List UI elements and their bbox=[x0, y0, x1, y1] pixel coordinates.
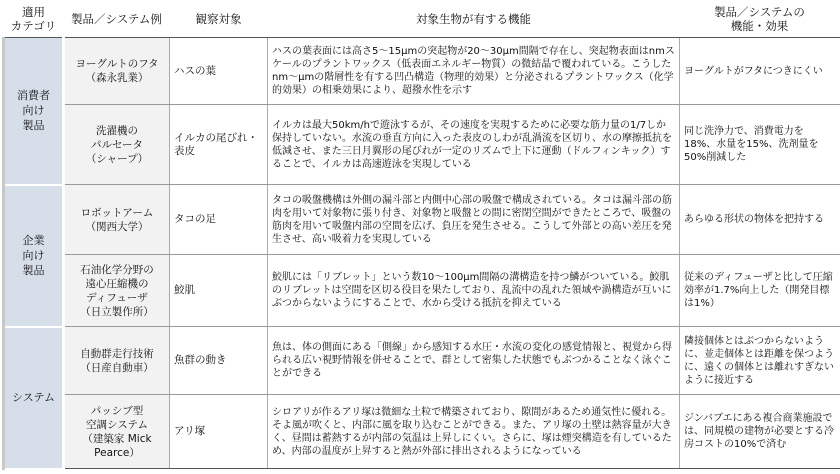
header-observed: 観察対象 bbox=[170, 1, 268, 38]
observed-cell: イルカの尾びれ・ 表皮 bbox=[170, 105, 268, 185]
effect-cell: 同じ洗浄力で、消費電力を18%、水量を15%、洗剤量を50%削減した bbox=[680, 105, 840, 185]
category-consumer: 消費者 向け 製品 bbox=[4, 38, 64, 185]
product-cell: 自動群走行技術 （日産自動車） bbox=[64, 327, 170, 395]
observed-cell: 魚群の動き bbox=[170, 327, 268, 395]
table-row bbox=[4, 395, 840, 469]
product-cell: 洗濯機の パルセータ （シャープ） bbox=[64, 105, 170, 185]
product-cell: パッシブ型 空調システム （建築家 Mick Pearce） bbox=[64, 395, 170, 469]
header-effect: 製品／システムの 機能・効果 bbox=[680, 1, 840, 38]
function-cell: 鮫肌には「リブレット」という数10～100μm間隔の溝構造を持つ鱗がついている。鮫肌のリブレットは空間を区切る役目を果たしており、乱流中の乱れた領域や渦構造が互いにぶつからないようにすることで、水から受ける抵抗を抑えている bbox=[268, 255, 680, 327]
table-row bbox=[4, 105, 840, 185]
observed-cell: ハスの葉 bbox=[170, 38, 268, 105]
header-category: 適用 カテゴリ bbox=[4, 1, 64, 38]
product-cell: ヨーグルトのフタ （森永乳業） bbox=[64, 38, 170, 105]
function-cell: イルカは最大50km/hで遊泳するが、その速度を実現するために必要な筋力量の1/7しか保持していない。水流の垂直方向に入った表皮のしわが乱渦流を区切り、水の摩擦抵抗を低減させ、また三日月翼形の尾びれが一定のリズムで上下に運動（ドルフィンキック）することで、イルカは高速遊泳を実現している bbox=[268, 105, 680, 185]
effect-cell: あらゆる形状の物体を把持する bbox=[680, 185, 840, 255]
observed-cell: アリ塚 bbox=[170, 395, 268, 469]
effect-cell: ヨーグルトがフタにつきにくい bbox=[680, 38, 840, 105]
biomimicry-table bbox=[2, 1, 840, 470]
effect-cell: 隣接個体とはぶつからないように、並走個体とは距離を保つように、遠くの個体とは離れすぎないように接近する bbox=[680, 327, 840, 395]
observed-cell: タコの足 bbox=[170, 185, 268, 255]
table-row bbox=[4, 185, 840, 255]
observed-cell: 鮫肌 bbox=[170, 255, 268, 327]
function-cell: シロアリが作るアリ塚は微細な土粒で構築されており、隙間があるため通気性に優れる。そよ風が吹くと、内部に風を取り込むことができる。また、アリ塚の土壁は熱容量が大きく、昼間は蓄熱するが内部の気温は上昇しにくい。さらに、塚は煙突構造を有しているため、内部の温度が上昇すると熱が外部に排出されるようになっている bbox=[268, 395, 680, 469]
table-row bbox=[4, 255, 840, 327]
function-cell: 魚は、体の側面にある「側線」から感知する水圧・水流の変化の感覚情報と、視覚から得られる広い視野情報を併せることで、群として密集した状態でもぶつかることなく泳ぐことができる bbox=[268, 327, 680, 395]
function-cell: ハスの葉表面には高さ5～15μmの突起物が20～30μm間隔で存在し、突起物表面はnmスケールのプラントワックス（低表面エネルギー物質）の微結晶で覆われている。こうしたnm～μmの階層性を有する凹凸構造（物理的効果）と分泌されるプラントワックス（化学的効果）の相乗効果により、超撥水性を示す bbox=[268, 38, 680, 105]
effect-cell: ジンバブエにある複合商業施設では、同規模の建物が必要とする冷房コストの10%で済む bbox=[680, 395, 840, 469]
header-function: 対象生物が有する機能 bbox=[268, 1, 680, 38]
header-product: 製品／システム例 bbox=[64, 1, 170, 38]
header-row bbox=[4, 1, 840, 38]
table-row bbox=[4, 38, 840, 105]
table-row bbox=[4, 327, 840, 395]
category-enterprise: 企業 向け 製品 bbox=[4, 185, 64, 327]
function-cell: タコの吸盤機構は外側の漏斗部と内側中心部の吸盤で構成されている。タコは漏斗部の筋肉を用いて対象物に張り付き、対象物と吸盤との間に密閉空間ができたところで、吸盤の筋肉を用いて吸盤内部の空間を広げ、負圧を発生させる。こうして外部との高い差圧を発生させ、高い吸着力を実現している bbox=[268, 185, 680, 255]
product-cell: ロボットアーム （関西大学） bbox=[64, 185, 170, 255]
effect-cell: 従来のディフューザと比して圧縮効率が1.7%向上した（開発目標は1%） bbox=[680, 255, 840, 327]
product-cell: 石油化学分野の 遠心圧縮機の ディフューザ （日立製作所） bbox=[64, 255, 170, 327]
category-system: システム bbox=[4, 327, 64, 469]
